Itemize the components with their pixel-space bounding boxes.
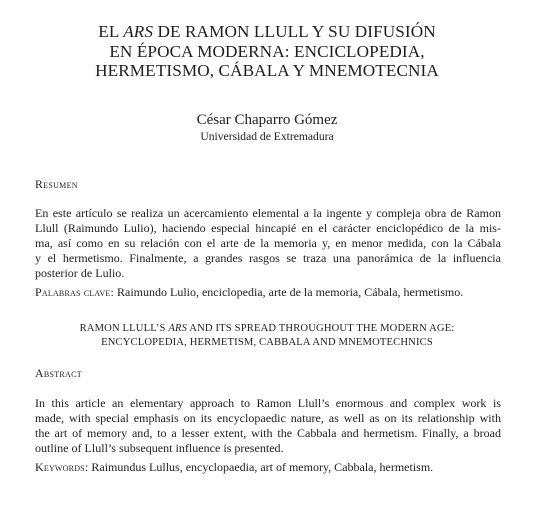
resumen-line: y el hermetismo. Finalmente, a grandes rasgos se traza una panorámica de la influencia [35, 250, 501, 265]
keywords [35, 460, 515, 474]
palabras-clave [35, 285, 515, 299]
abstract-line: made, with special emphasis on its encyclopaedic nature, as well as on its relationship with [35, 410, 501, 425]
abstract-line: outline of Llull’s subsequent influence is presented. [35, 440, 284, 455]
keywords-values: Raimundus Lullus, encyclopaedia, art of memory, Cabbala, hermetism. [88, 460, 434, 474]
resumen-line: posterior de Lulio. [35, 265, 125, 280]
title-line-3: HERMETISMO, CÁBALA Y MNEMOTECNIA [95, 61, 439, 80]
english-title-line-1 [20, 322, 514, 336]
english-title [20, 322, 514, 350]
title-line-1 [20, 22, 514, 42]
title-line-2: EN ÉPOCA MODERNA: ENCICLOPEDIA, [109, 41, 425, 61]
palabras-clave-values: Raimundo Lulio, enciclopedia, arte de la memoria, Cábala, hermetismo. [113, 285, 464, 299]
resumen-text [35, 206, 501, 281]
resumen-line: En este artículo se realiza un acercamiento elemental a la ingente y compleja obra de Ramon [35, 206, 501, 220]
palabras-clave-label: Palabras clave: [35, 285, 114, 299]
abstract-heading: Abstract [35, 366, 82, 380]
abstract-line: the art of memory and, to a lesser extent, with the Cabbala and hermetism. Finally, a broad [35, 425, 501, 440]
title-line-1-post: DE RAMON LLULL Y SU DIFUSIÓN [153, 22, 436, 41]
resumen-line: ma, así como en su relación con el arte de la memoria y, en menor medida, con la Cábala [35, 235, 501, 250]
abstract-line: In this article an elementary approach to Ramon Llull’s enormous and complex work is [35, 396, 501, 410]
english-title-line-2: ENCYCLOPEDIA, HERMETISM, CABBALA AND MNEMOTECHNICS [101, 337, 433, 348]
english-title-line-1-post: AND ITS SPREAD THROUGHOUT THE MODERN AGE: [187, 323, 455, 334]
resumen-line: Llull (Raimundo Lulio), haciendo especial hincapié en el carácter enciclopédico de la mis- [35, 220, 501, 235]
author-affiliation: Universidad de Extremadura [200, 130, 334, 143]
resumen-heading: Resumen [35, 177, 78, 191]
title-line-1-pre: EL [98, 22, 124, 41]
article-title [20, 22, 514, 81]
english-title-line-1-pre: RAMON LLULL’S [79, 323, 169, 334]
title-ars-italic: ARS [123, 22, 154, 41]
author-name: César Chaparro Gómez [196, 112, 338, 128]
keywords-label: Keywords: [35, 460, 89, 474]
abstract-text [35, 396, 501, 456]
english-title-ars-italic: ARS [168, 323, 188, 334]
